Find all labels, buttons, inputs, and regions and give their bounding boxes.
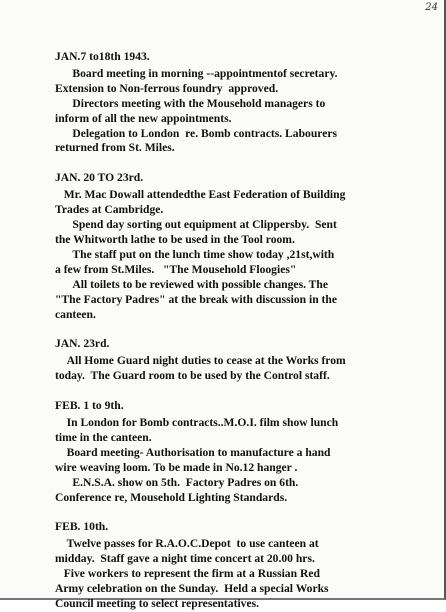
entry-paragraph: Board meeting- Authorisation to manufacture a hand wire weaving loom. To be made in No.12 hanger . [55,445,331,474]
diary-entry [55,171,435,322]
entry-paragraph: Delegation to London re. Bomb contracts. Labourers returned from St. Miles. [55,126,338,155]
diary-entry [55,50,435,156]
entry-paragraph: Mr. Mac Dowall attendedthe East Federation of Building Trades at Cambridge. [55,188,346,217]
entry-date: FEB. 1 to 9th. [55,399,124,413]
diary-entry [55,399,435,505]
entry-paragraph: Directors meeting with the Mousehold managers to inform of all the new appointments. [55,96,326,125]
entry-date: JAN. 23rd. [55,337,110,351]
entry-paragraph: In London for Bomb contracts..M.O.I. film show lunch time in the canteen. [55,416,339,444]
entry-paragraph: All Home Guard night duties to cease at the Works from today. The Guard room to be used by the Control staff. [55,354,346,383]
entry-date: JAN. 20 TO 23rd. [55,171,144,185]
entry-date: JAN.7 to18th 1943. [55,50,150,63]
entry-paragraph: E.N.S.A. show on 5th. Factory Padres on 6th. Conference re, Mousehold Lighting Standards. [55,475,299,504]
entry-paragraph: All toilets to be reviewed with possible changes. The "The Factory Padres" at the break with discussion in the canteen. [55,277,338,321]
entry-paragraph: Twelve passes for R.A.O.C.Depot to use canteen at midday. Staff gave a night time concert at 20.00 hrs. [55,537,319,566]
entry-paragraph: Five workers to represent the firm at a Russian Red Army celebration on the Sunday. Held a special Works Council meeting to select representatives. [55,567,329,610]
diary-entry [55,520,435,611]
page-number: 24 [425,2,438,13]
diary-entry [55,337,435,384]
entry-paragraph: Spend day sorting out equipment at Clippersby. Sent the Whitworth lathe to be used in the Tool room. [55,218,337,246]
diary-content [55,50,435,612]
entry-date: FEB. 10th. [55,520,109,534]
entry-paragraph: The staff put on the lunch time show today ,21st,with a few from St.Miles. "The Mousehold Floogies" [55,247,335,276]
entry-paragraph: Board meeting in morning --appointmentof secretary. Extension to Non-ferrous foundry approved. [55,66,338,95]
